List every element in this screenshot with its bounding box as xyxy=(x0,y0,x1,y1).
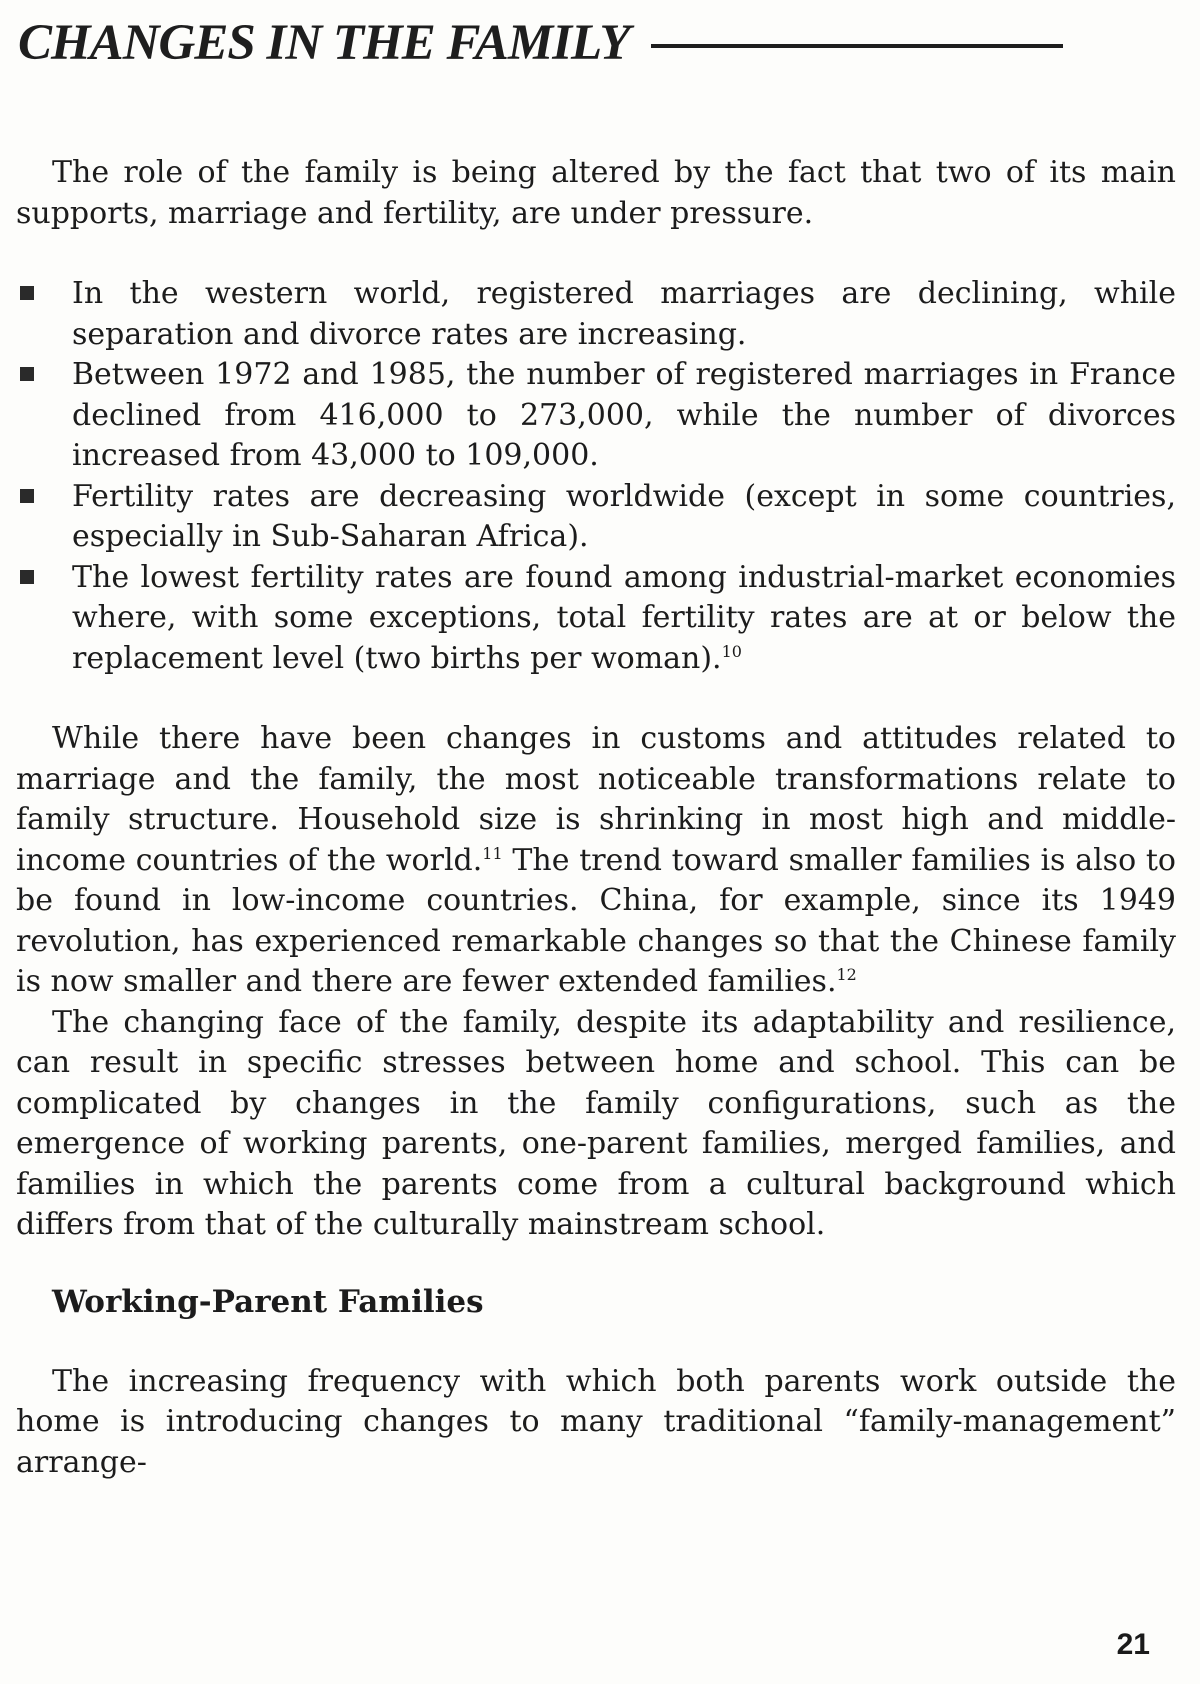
square-bullet-icon xyxy=(20,286,34,300)
intro-paragraph: The role of the family is being altered by the fact that two of its main supports, marriage and fertility, are under pressure. xyxy=(16,155,1176,231)
list-item xyxy=(16,477,1176,558)
square-bullet-icon xyxy=(20,489,34,503)
page-number: 21 xyxy=(1116,1628,1150,1661)
paragraph-text: The trend toward smaller families is also to be found in low-income countries. China, for example, since its 1949 revolution, has experienced remarkable changes so that the Chinese family is now smaller and there are fewer extended families. xyxy=(16,842,1176,999)
list-item-text: In the western world, registered marriages are declining, while separation and divorce rates are increasing. xyxy=(72,276,1176,352)
section-header xyxy=(18,8,1138,78)
list-item xyxy=(16,274,1176,355)
list-item xyxy=(16,355,1176,477)
paragraph: The increasing frequency with which both parents work outside the home is introducing changes to many traditional “family-management” arrange- xyxy=(16,1363,1176,1480)
bullet-list xyxy=(16,274,1176,679)
body-text xyxy=(16,153,1176,1483)
paragraph: The changing face of the family, despite its adaptability and resilience, can result in specific stresses between home and school. This can be complicated by changes in the family configurations, such as the emergence of working parents, one-parent families, merged families, and families in which the parents come from a cultural background which differs from that of the culturally mainstream school. xyxy=(16,1004,1176,1242)
footnote-ref: 12 xyxy=(836,965,857,984)
paragraph xyxy=(16,719,1176,1003)
section-title: CHANGES IN THE FAMILY xyxy=(18,15,630,71)
paragraph-text: While there have been changes in customs and attitudes related to marriage and the family, the most noticeable transformations relate to family structure. Household size is shrinking in most high and middle-income countries of the world. xyxy=(16,721,1176,878)
square-bullet-icon xyxy=(20,570,34,584)
square-bullet-icon xyxy=(20,367,34,381)
list-item xyxy=(16,558,1176,680)
footnote-ref: 10 xyxy=(721,641,742,661)
list-item-text: Fertility rates are decreasing worldwide (except in some countries, especially in Sub-Saharan Africa). xyxy=(72,478,1176,554)
footnote-ref: 11 xyxy=(482,843,503,863)
list-item-text: Between 1972 and 1985, the number of registered marriages in France declined from 416,000 to 273,000, while the number of divorces increased from 43,000 to 109,000. xyxy=(72,357,1176,473)
subsection-heading: Working-Parent Families xyxy=(52,1283,484,1320)
list-item-text: The lowest fertility rates are found among industrial-market economies where, with some exceptions, total fertility rates are at or below the replacement level (two births per woman). xyxy=(72,559,1176,676)
title-rule xyxy=(651,44,1063,48)
